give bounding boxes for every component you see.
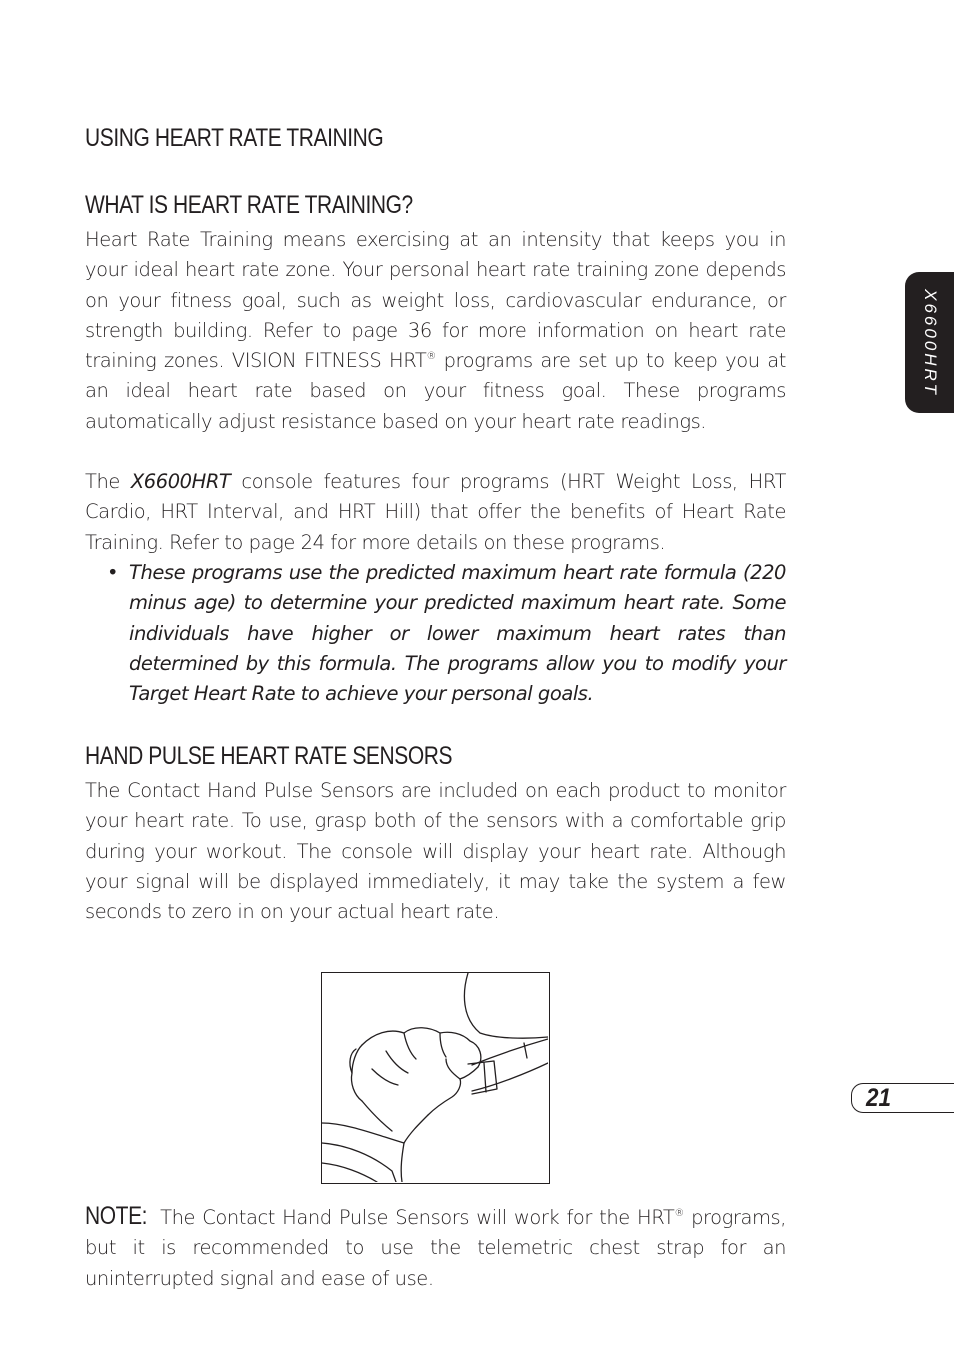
note-label: NOTE: <box>85 1202 148 1230</box>
hand-grip-drawing <box>322 973 548 1182</box>
paragraph-console-programs <box>85 467 786 558</box>
note-paragraph <box>85 1201 786 1294</box>
bullet-text: These programs use the predicted maximum heart rate formula (220 minus age) to determine your predicted maximum heart rate. Some individuals have higher or lower maximum heart rates than determined by this formula. The programs allow you to modify your Target Heart Rate to achieve your personal goals. <box>129 561 786 706</box>
bullet-dot: • <box>107 561 119 584</box>
paragraph-text: The <box>85 470 131 493</box>
paragraph-text: Heart Rate Training means exercising at an intensity that keeps you in your ideal heart rate zone. Your personal heart rate training zone depends on your fitness goal, such as weight loss, cardiovascular endurance, or strength building. Refer to page 36 for more information on heart rate training zones. VISION FITNESS HRT <box>85 228 786 373</box>
section-title: USING HEART RATE TRAINING <box>85 124 384 152</box>
bullet-item <box>107 558 786 709</box>
side-tab-label: X6600HRT <box>920 288 940 397</box>
side-tab <box>905 272 954 413</box>
paragraph-heart-rate-training <box>85 225 786 437</box>
page-number: 21 <box>866 1084 892 1112</box>
note-text: programs, but it is recommended to use the telemetric chest strap for an uninterrupted signal and ease of use. <box>85 1206 786 1290</box>
paragraph-hand-pulse: The Contact Hand Pulse Sensors are included on each product to monitor your heart rate. To use, grasp both of the sensors with a comfortable grip during your workout. The console will display your heart rate. Although your signal will be displayed immediately, it may take the system a few seconds to zero in on your actual heart rate. <box>85 779 786 924</box>
subsection-title-heart-rate-training: WHAT IS HEART RATE TRAINING? <box>85 191 413 219</box>
hand-on-pulse-sensor-illustration <box>321 972 550 1184</box>
paragraph-text: programs are set up to keep you at an ideal heart rate based on your fitness goal. These programs automatically adjust resistance based on your heart rate readings. <box>85 349 786 433</box>
registered-mark: ® <box>426 351 436 363</box>
note-text: The Contact Hand Pulse Sensors will work for the HRT <box>152 1206 675 1229</box>
model-name: X6600HRT <box>130 470 231 493</box>
registered-mark: ® <box>674 1208 684 1219</box>
subsection-title-hand-pulse: HAND PULSE HEART RATE SENSORS <box>85 742 453 770</box>
paragraph-text: console features four programs (HRT Weight Loss, HRT Cardio, HRT Interval, and HRT Hill) that offer the benefits of Heart Rate Training. Refer to page 24 for more details on these programs. <box>85 470 786 554</box>
